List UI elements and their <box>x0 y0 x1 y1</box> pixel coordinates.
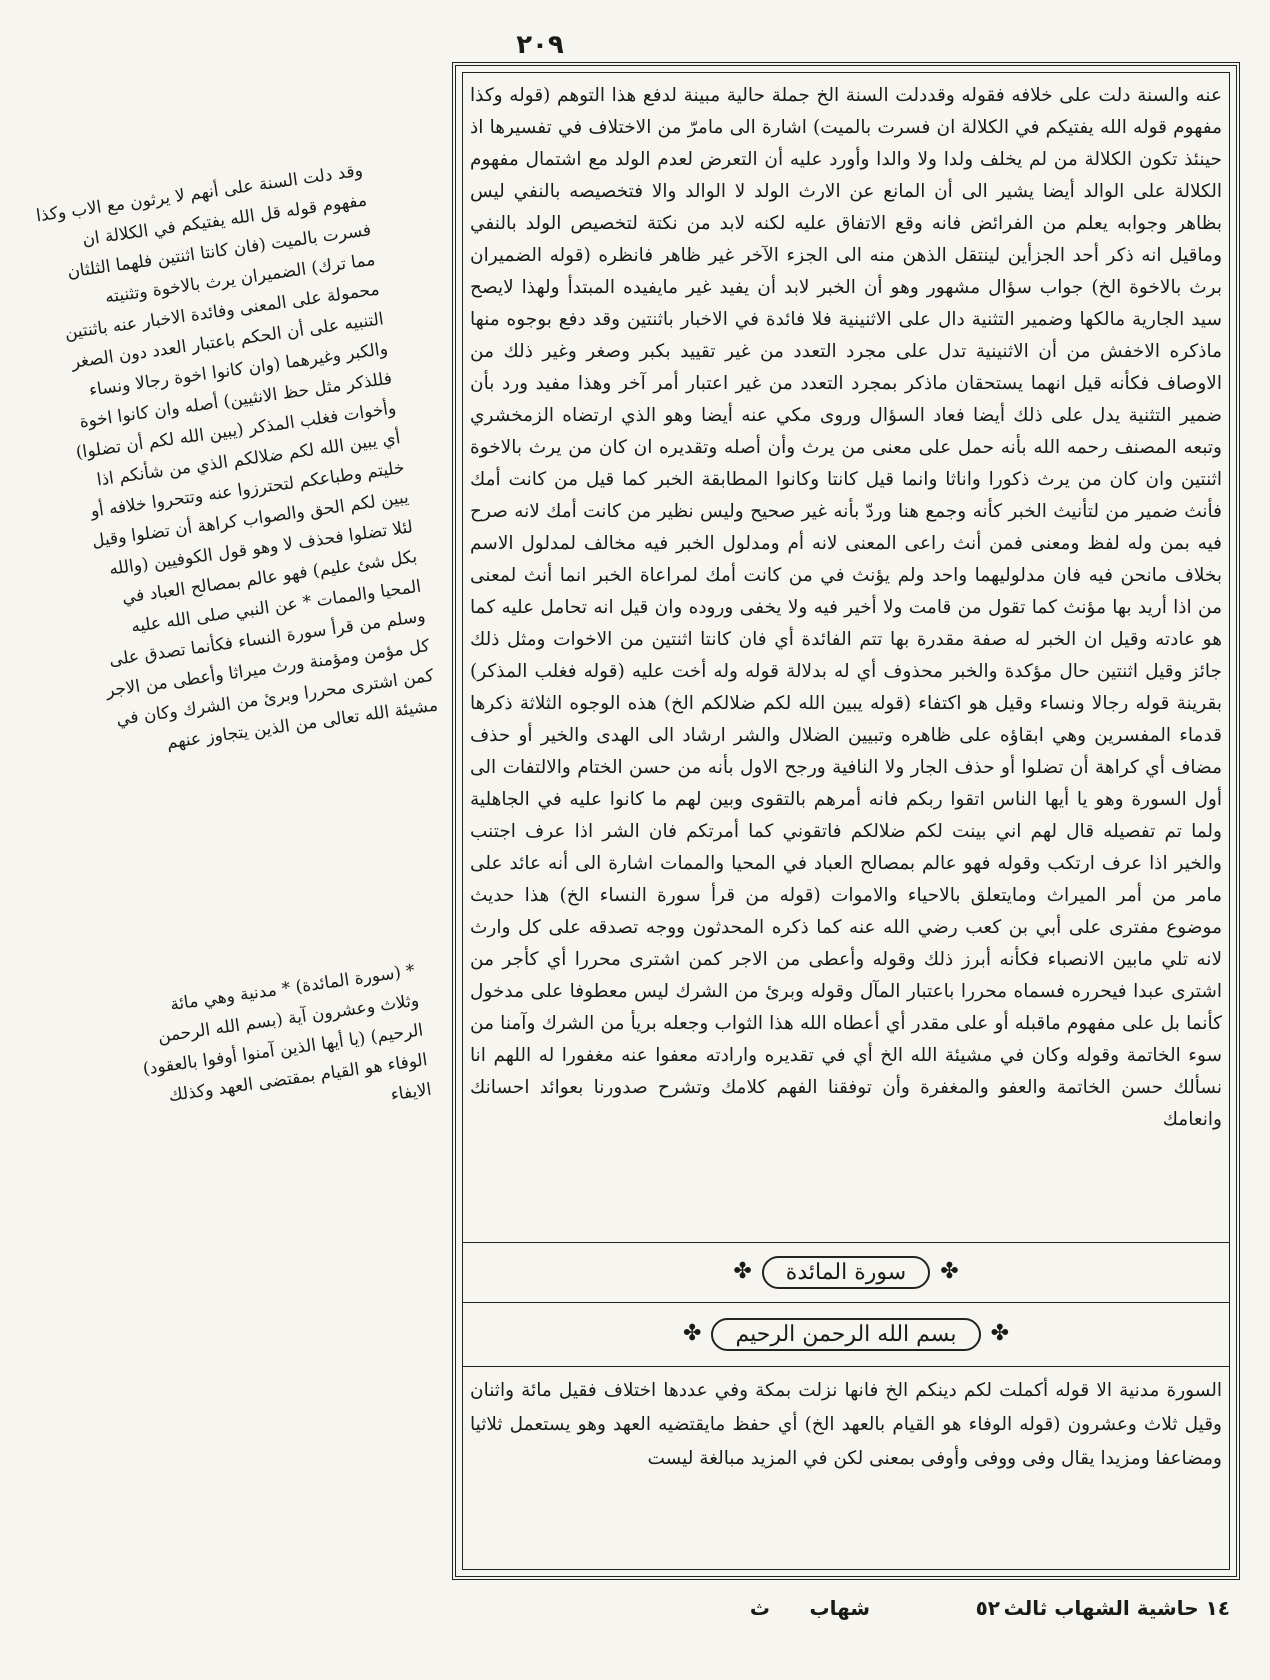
surah-title-banner <box>462 1248 1230 1296</box>
margin-note-tafsir: وقد دلت السنة على أنهم لا يرثون مع الاب وكذا مفهوم قوله قل الله يفتيكم في الكلالة ان فسرت بالميت (فان كانتا اثنتين فلهما الثلثان مما ترك) الضميران يرث بالاخوة وتثنيته محمولة على المعنى وفائدة الاخبار عنه باثنتين التنبيه على أن الحكم باعتبار العدد دون الصغر والكبر وغيرهما (وان كانوا اخوة رجالا ونساء فللذكر مثل حظ الانثيين) أصله وان كانوا اخوة وأخوات فغلب المذكر (يبين الله لكم أن تضلوا) أي يبين الله لكم ضلالكم الذي من شأنكم اذا خليتم وطباعكم لتحترزوا عنه وتتحروا خلافه أو يبين لكم الحق والصواب كراهة أن تضلوا وقيل لئلا تضلوا فحذف لا وهو قول الكوفيين (والله بكل شئ عليم) فهو عالم بمصالح العباد في المحيا والممات * عن النبي صلى الله عليه وسلم من قرأ سورة النساء فكأنما تصدق على كل مؤمن ومؤمنة ورث ميراثا وأعطى من الاجر كمن اشترى محررا وبرئ من الشرك وكان في مشيئة الله تعالى من الذين يتجاوز عنهم <box>34 160 440 754</box>
page-number: ٢٠٩ <box>516 30 564 60</box>
footer-signature: ١٤ حاشية الشهاب ثالث <box>1003 1596 1230 1620</box>
main-text-frame <box>452 62 1240 1580</box>
surah-commentary-body: السورة مدنية الا قوله أكملت لكم دينكم الخ فانها نزلت بمكة وفي عددها اختلاف فقيل مائة واثنان وقيل ثلاث وعشرون (قوله الوفاء هو القيام بالعهد الخ) أي حفظ مايقتضيه العهد وهو يستعمل ثلاثيا ومضاعفا ومزيدا يقال وفى ووفى وأوفى بمعنى لكن في المزيد مبالغة ليست <box>470 1380 1222 1469</box>
footer-sheet-letter: ث <box>749 1596 770 1620</box>
divider-middle <box>462 1302 1230 1303</box>
divider-bottom <box>462 1366 1230 1367</box>
footer-sheet-number: ٥٢ <box>975 1596 1000 1620</box>
commentary-body: عنه والسنة دلت على خلافه فقوله وقددلت السنة الخ جملة حالية مبينة لدفع هذا التوهم (قوله وكذا مفهوم قوله الله يفتيكم في الكلالة ان فسرت بالميت) اشارة الى مامرّ من الاختلاف في تفسيرها اذ حينئذ تكون الكلالة من لم يخلف ولدا ولا والدا وأورد عليه أن التعرض لعدم الولد مع اشتمال مفهوم الكلالة على الوالد أيضا يشير الى أن المانع عن الارث الولد لا الوالد والا فتخصيصه بالنفي ليس بظاهر وجوابه يعلم من الفرائض فانه وقع الاتفاق عليه لكنه لابد من نكتة لتخصيص الولد بالنفي وماقيل انه ذكر أحد الجزأين لينتقل الذهن منه الى الجزء الآخر غير ظاهر فانظره (قوله الضميران برث بالاخوة الخ) جواب سؤال مشهور وهو أن الخبر لابد أن يفيد غير مايفيده المبتدأ ولهذا لايصح سيد الجارية مالكها وضمير التثنية دال على الاثنينية فلا فائدة في الاخبار باثنتين وقد دفع بوجوه منها ماذكره الاخفش من أن الاثنينية تدل على مجرد التعدد من غير تقييد بكبر وصغر وغير ذلك من الاوصاف فكأنه قيل انهما يستحقان ماذكر بمجرد التعدد من غير اعتبار أمر آخر وهذا مفيد ورد بأن ضمير التثنية يدل على ذلك أيضا فعاد السؤال وروى مكي عنه أيضا وهو الذي ارتضاه الزمخشري وتبعه المصنف رحمه الله بأنه حمل على معنى من يرث وأن أصله وتقديره ان كان من يرث بالاخوة اثنتين وان كان من يرث ذكورا واناثا وانما قيل كانتا وكانوا المطابقة الخبر كما قيل من كانت أمك فأنث ضمير من لتأنيث الخبر كأنه وجمع هنا وردّ بأنه غير صحيح وليس نظير من كانت أمك لانه صرح فيه بمن وله لفظ ومعنى فمن أنث راعى المعنى لانه أم ومدلول الخبر فيه مخالف لمدلول الاسم بخلاف مانحن فيه فان مدلوليهما واحد ولم يؤنث في من كانت أمك لمراعاة الخبر انما أنث لمعنى من اذا أريد بها مؤنث كما تقول من قامت ولا أخير فيه ولا يخفى وروده وان قيل انه تحامل عليه كما هو عادته وقيل ان الخبر له صفة مقدرة بها تتم الفائدة أي فان كانتا اثنتين من الاخوات ومثل ذلك جائز وقيل اثنتين حال مؤكدة والخبر محذوف أي له بدلالة قوله وله أخت عليه (قوله فغلب المذكر) بقرينة قوله رجالا ونساء وقيل هو اكتفاء (قوله يبين الله لكم ضلالكم الخ) هذه الوجوه الثلاثة ذكرها قدماء المفسرين وهي ابقاؤه على ظاهره وتبيين الضلال والشر ارشاد الى الهدى والخير أو حذف مضاف أي كراهة أن تضلوا أو حذف الجار ولا النافية ورجح الاول بأنه من حسن الختام والالتفات الى أول السورة وهو يا أيها الناس اتقوا ربكم فانه أمرهم بالتقوى وبين لهم ما كانوا عليه في الجاهلية ولما تم تفصيله قال لهم اني بينت لكم ضلالكم فاتقوني كما أمرتكم فان الشر اذا عرف اجتنب والخير اذا عرف ارتكب وقوله فهو عالم بمصالح العباد في المحيا والممات اشارة الى أنه عائد على مامر من أمر الميراث ومايتعلق بالاحياء والاموات (قوله من قرأ سورة النساء الخ) هذا حديث موضوع مفترى على أبي بن كعب رضي الله عنه كما ذكره المحدثون ووجه تصدقه على كل وارث لانه تلي مابين الانصباء فكأنه أبرز ذلك وقوله وأعطى من الاجر كمن اشترى محررا أي كأجر من اشترى عبدا فيحرره فسماه محررا باعتبار المآل وقوله وبرئ من الشرك ليس معطوفا على مدخول كأنما بل على مفهوم ماقبله أو على مقدر أي أعطاه الله هذا الثواب وجعله بريأ من الشرك وآمنا من سوء الخاتمة وقوله وكان في مشيئة الله الخ أي في تقديره وارادته معفوا عنه مغفورا له اللهم انا نسألك حسن الخاتمة والعفو والمغفرة وأن توفقنا الفهم كلامك وتشرح صدورنا بعوائد احسانك وانعامك <box>470 85 1222 1130</box>
flower-ornament-icon: ✤ <box>733 1259 752 1284</box>
footer-sheet-name: شهاب <box>809 1596 870 1620</box>
basmala: بسم الله الرحمن الرحيم <box>711 1318 980 1351</box>
flower-ornament-icon: ✤ <box>683 1321 702 1346</box>
flower-ornament-icon: ✤ <box>940 1259 959 1284</box>
basmala-banner <box>462 1310 1230 1358</box>
divider-top <box>462 1242 1230 1243</box>
flower-ornament-icon: ✤ <box>990 1321 1009 1346</box>
surah-title: سورة المائدة <box>762 1256 930 1289</box>
page-footer <box>452 1590 1240 1630</box>
margin-note-surah-intro: * (سورة المائدة) * مدنية وهي مائة وثلاث وعشرون آية (بسم الله الرحمن الرحيم) (يا أيها الذين آمنوا أوفوا بالعقود) الوفاء هو القيام بمقتضى العهد وكذلك الايفاء <box>141 960 433 1107</box>
